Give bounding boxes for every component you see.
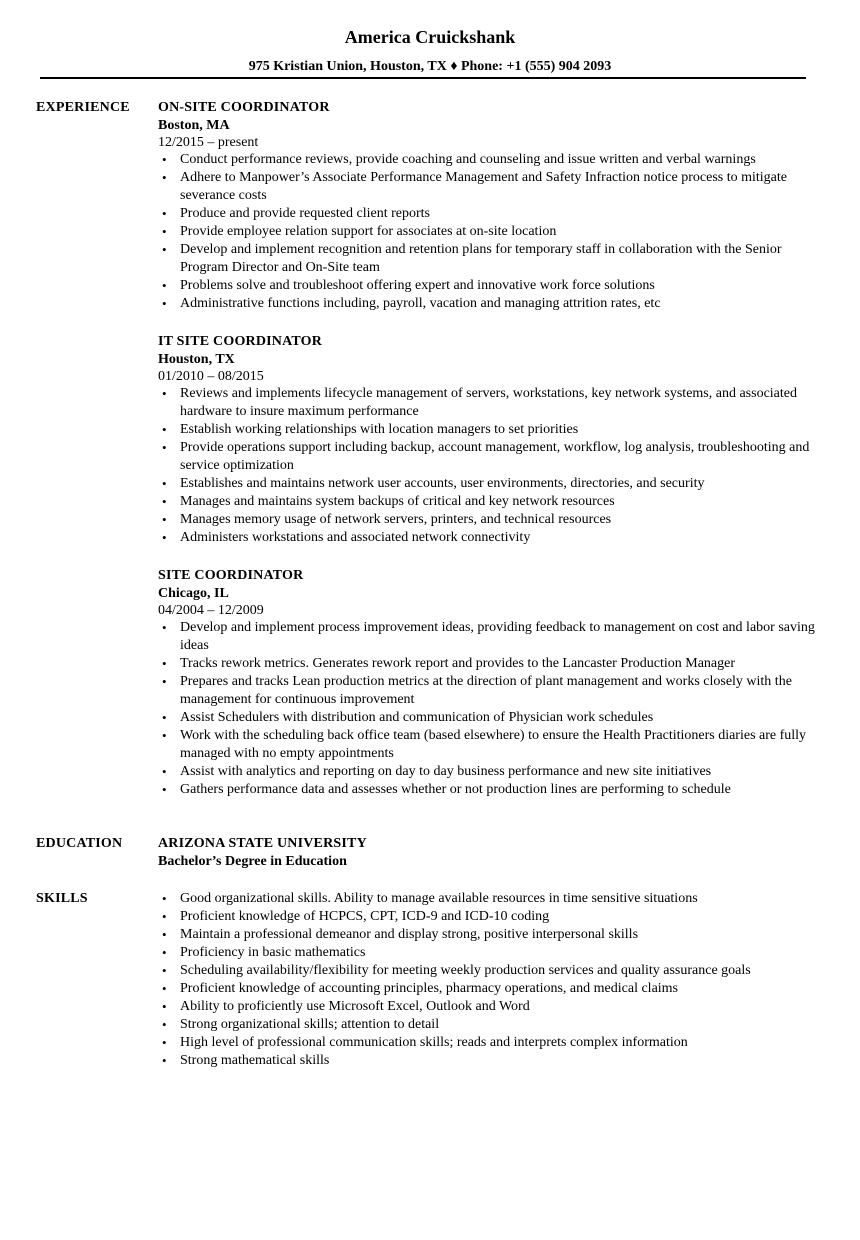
bullet-icon: • — [162, 945, 167, 960]
section-label-education: EDUCATION — [36, 836, 123, 851]
bullet-text: Gathers performance data and assesses whether or not production lines are performing to schedule — [180, 782, 731, 797]
job-bullet — [158, 511, 818, 529]
job-bullets — [158, 385, 818, 547]
job-bullets — [158, 619, 818, 799]
job-location: Houston, TX — [158, 352, 235, 367]
job-bullet — [158, 421, 818, 439]
job-bullet — [158, 673, 818, 709]
job-dates: 01/2010 – 08/2015 — [158, 369, 264, 384]
bullet-icon: • — [162, 440, 167, 455]
skill-item — [158, 1052, 818, 1070]
job-bullet — [158, 475, 818, 493]
bullet-icon: • — [162, 512, 167, 527]
skill-text: Proficiency in basic mathematics — [180, 945, 366, 960]
skill-text: Ability to proficiently use Microsoft Excel, Outlook and Word — [180, 999, 530, 1014]
bullet-icon: • — [162, 728, 167, 743]
job-bullet — [158, 151, 818, 169]
bullet-text: Establish working relationships with location managers to set priorities — [180, 422, 579, 437]
bullet-text: Work with the scheduling back office team (based elsewhere) to ensure the Health Practitioners diaries are fully managed with no empty appointments — [180, 728, 807, 761]
bullet-text: Adhere to Manpower’s Associate Performance Management and Safety Infraction notice process to mitigate severance costs — [180, 170, 787, 203]
bullet-icon: • — [162, 494, 167, 509]
skill-text: Strong mathematical skills — [180, 1053, 330, 1068]
bullet-icon: • — [162, 242, 167, 257]
job-bullet — [158, 439, 818, 475]
job-bullet — [158, 619, 818, 655]
bullet-icon: • — [162, 909, 167, 924]
skill-item — [158, 1016, 818, 1034]
job-bullet — [158, 763, 818, 781]
section-label-experience: EXPERIENCE — [36, 100, 130, 115]
bullet-text: Assist with analytics and reporting on day to day business performance and new site initiatives — [180, 764, 712, 779]
job-bullet — [158, 223, 818, 241]
skills-body — [158, 890, 818, 1070]
bullet-text: Manages and maintains system backups of critical and key network resources — [180, 494, 615, 509]
job-entry — [158, 99, 818, 313]
bullet-icon: • — [162, 656, 167, 671]
bullet-text: Administers workstations and associated network connectivity — [180, 530, 531, 545]
skill-text: Maintain a professional demeanor and display strong, positive interpersonal skills — [180, 927, 639, 942]
bullet-icon: • — [162, 674, 167, 689]
bullet-icon: • — [162, 891, 167, 906]
bullet-icon: • — [162, 278, 167, 293]
job-bullet — [158, 727, 818, 763]
bullet-text: Produce and provide requested client reports — [180, 206, 430, 221]
bullet-icon: • — [162, 1017, 167, 1032]
job-bullet — [158, 295, 818, 313]
bullet-text: Administrative functions including, payroll, vacation and managing attrition rates, etc — [180, 296, 661, 311]
education-body — [158, 835, 818, 871]
bullet-icon: • — [162, 927, 167, 942]
skill-text: Proficient knowledge of accounting principles, pharmacy operations, and medical claims — [180, 981, 679, 996]
skill-text: High level of professional communication skills; reads and interprets complex information — [180, 1035, 688, 1050]
bullet-icon: • — [162, 224, 167, 239]
bullet-text: Develop and implement recognition and retention plans for temporary staff in collaboration with the Senior Program Director and On-Site team — [180, 242, 782, 275]
skill-item — [158, 980, 818, 998]
job-title: SITE COORDINATOR — [158, 568, 304, 583]
bullet-text: Assist Schedulers with distribution and communication of Physician work schedules — [180, 710, 654, 725]
bullet-icon: • — [162, 530, 167, 545]
bullet-icon: • — [162, 1053, 167, 1068]
bullet-text: Develop and implement process improvement ideas, providing feedback to management on cost and labor saving ideas — [180, 620, 815, 653]
job-bullet — [158, 205, 818, 223]
job-bullet — [158, 655, 818, 673]
bullet-icon: • — [162, 296, 167, 311]
candidate-name: America Cruickshank — [344, 27, 516, 47]
job-bullet — [158, 709, 818, 727]
skill-item — [158, 908, 818, 926]
bullet-text: Reviews and implements lifecycle management of servers, workstations, key network systems, and associated hardware to insure maximum performance — [180, 386, 797, 419]
job-dates: 12/2015 – present — [158, 135, 259, 150]
job-title: ON-SITE COORDINATOR — [158, 100, 330, 115]
section-label-skills: SKILLS — [36, 891, 88, 906]
bullet-icon: • — [162, 620, 167, 635]
skill-item — [158, 998, 818, 1016]
job-bullet — [158, 277, 818, 295]
skill-item — [158, 926, 818, 944]
job-bullet — [158, 493, 818, 511]
job-bullet — [158, 241, 818, 277]
skill-item — [158, 944, 818, 962]
job-bullets — [158, 151, 818, 313]
job-bullet — [158, 781, 818, 799]
bullet-text: Conduct performance reviews, provide coaching and counseling and issue written and verbal warnings — [180, 152, 756, 167]
skill-text: Strong organizational skills; attention to detail — [180, 1017, 440, 1032]
skill-text: Proficient knowledge of HCPCS, CPT, ICD-9 and ICD-10 coding — [180, 909, 550, 924]
bullet-icon: • — [162, 152, 167, 167]
job-dates: 04/2004 – 12/2009 — [158, 603, 264, 618]
skill-text: Good organizational skills. Ability to manage available resources in time sensitive situations — [180, 891, 698, 906]
bullet-icon: • — [162, 170, 167, 185]
bullet-icon: • — [162, 710, 167, 725]
school-name: ARIZONA STATE UNIVERSITY — [158, 836, 367, 851]
job-bullet — [158, 529, 818, 547]
bullet-icon: • — [162, 386, 167, 401]
job-bullet — [158, 169, 818, 205]
bullet-text: Problems solve and troubleshoot offering expert and innovative work force solutions — [180, 278, 655, 293]
experience-body — [158, 99, 818, 819]
skills-list — [158, 890, 818, 1070]
bullet-text: Prepares and tracks Lean production metrics at the direction of plant management and works closely with the management for continuous improvement — [180, 674, 792, 707]
job-entry — [158, 333, 818, 547]
bullet-icon: • — [162, 1035, 167, 1050]
skill-item — [158, 890, 818, 908]
job-location: Boston, MA — [158, 118, 230, 133]
bullet-icon: • — [162, 764, 167, 779]
bullet-icon: • — [162, 999, 167, 1014]
bullet-icon: • — [162, 422, 167, 437]
job-location: Chicago, IL — [158, 586, 229, 601]
job-title: IT SITE COORDINATOR — [158, 334, 323, 349]
bullet-text: Provide employee relation support for associates at on-site location — [180, 224, 557, 239]
bullet-text: Tracks rework metrics. Generates rework report and provides to the Lancaster Production Manager — [180, 656, 736, 671]
degree: Bachelor’s Degree in Education — [158, 854, 347, 869]
bullet-icon: • — [162, 963, 167, 978]
bullet-text: Provide operations support including backup, account management, workflow, log analysis, troubleshooting and service optimization — [180, 440, 810, 473]
bullet-text: Establishes and maintains network user accounts, user environments, directories, and security — [180, 476, 705, 491]
skill-item — [158, 962, 818, 980]
job-bullet — [158, 385, 818, 421]
bullet-icon: • — [162, 782, 167, 797]
bullet-icon: • — [162, 981, 167, 996]
contact-line: 975 Kristian Union, Houston, TX ♦ Phone: +1 (555) 904 2093 — [248, 59, 612, 74]
skill-text: Scheduling availability/flexibility for meeting weekly production services and quality assurance goals — [180, 963, 751, 978]
skill-item — [158, 1034, 818, 1052]
bullet-icon: • — [162, 476, 167, 491]
job-entry — [158, 567, 818, 799]
bullet-icon: • — [162, 206, 167, 221]
header-divider — [40, 77, 806, 79]
bullet-text: Manages memory usage of network servers, printers, and technical resources — [180, 512, 612, 527]
